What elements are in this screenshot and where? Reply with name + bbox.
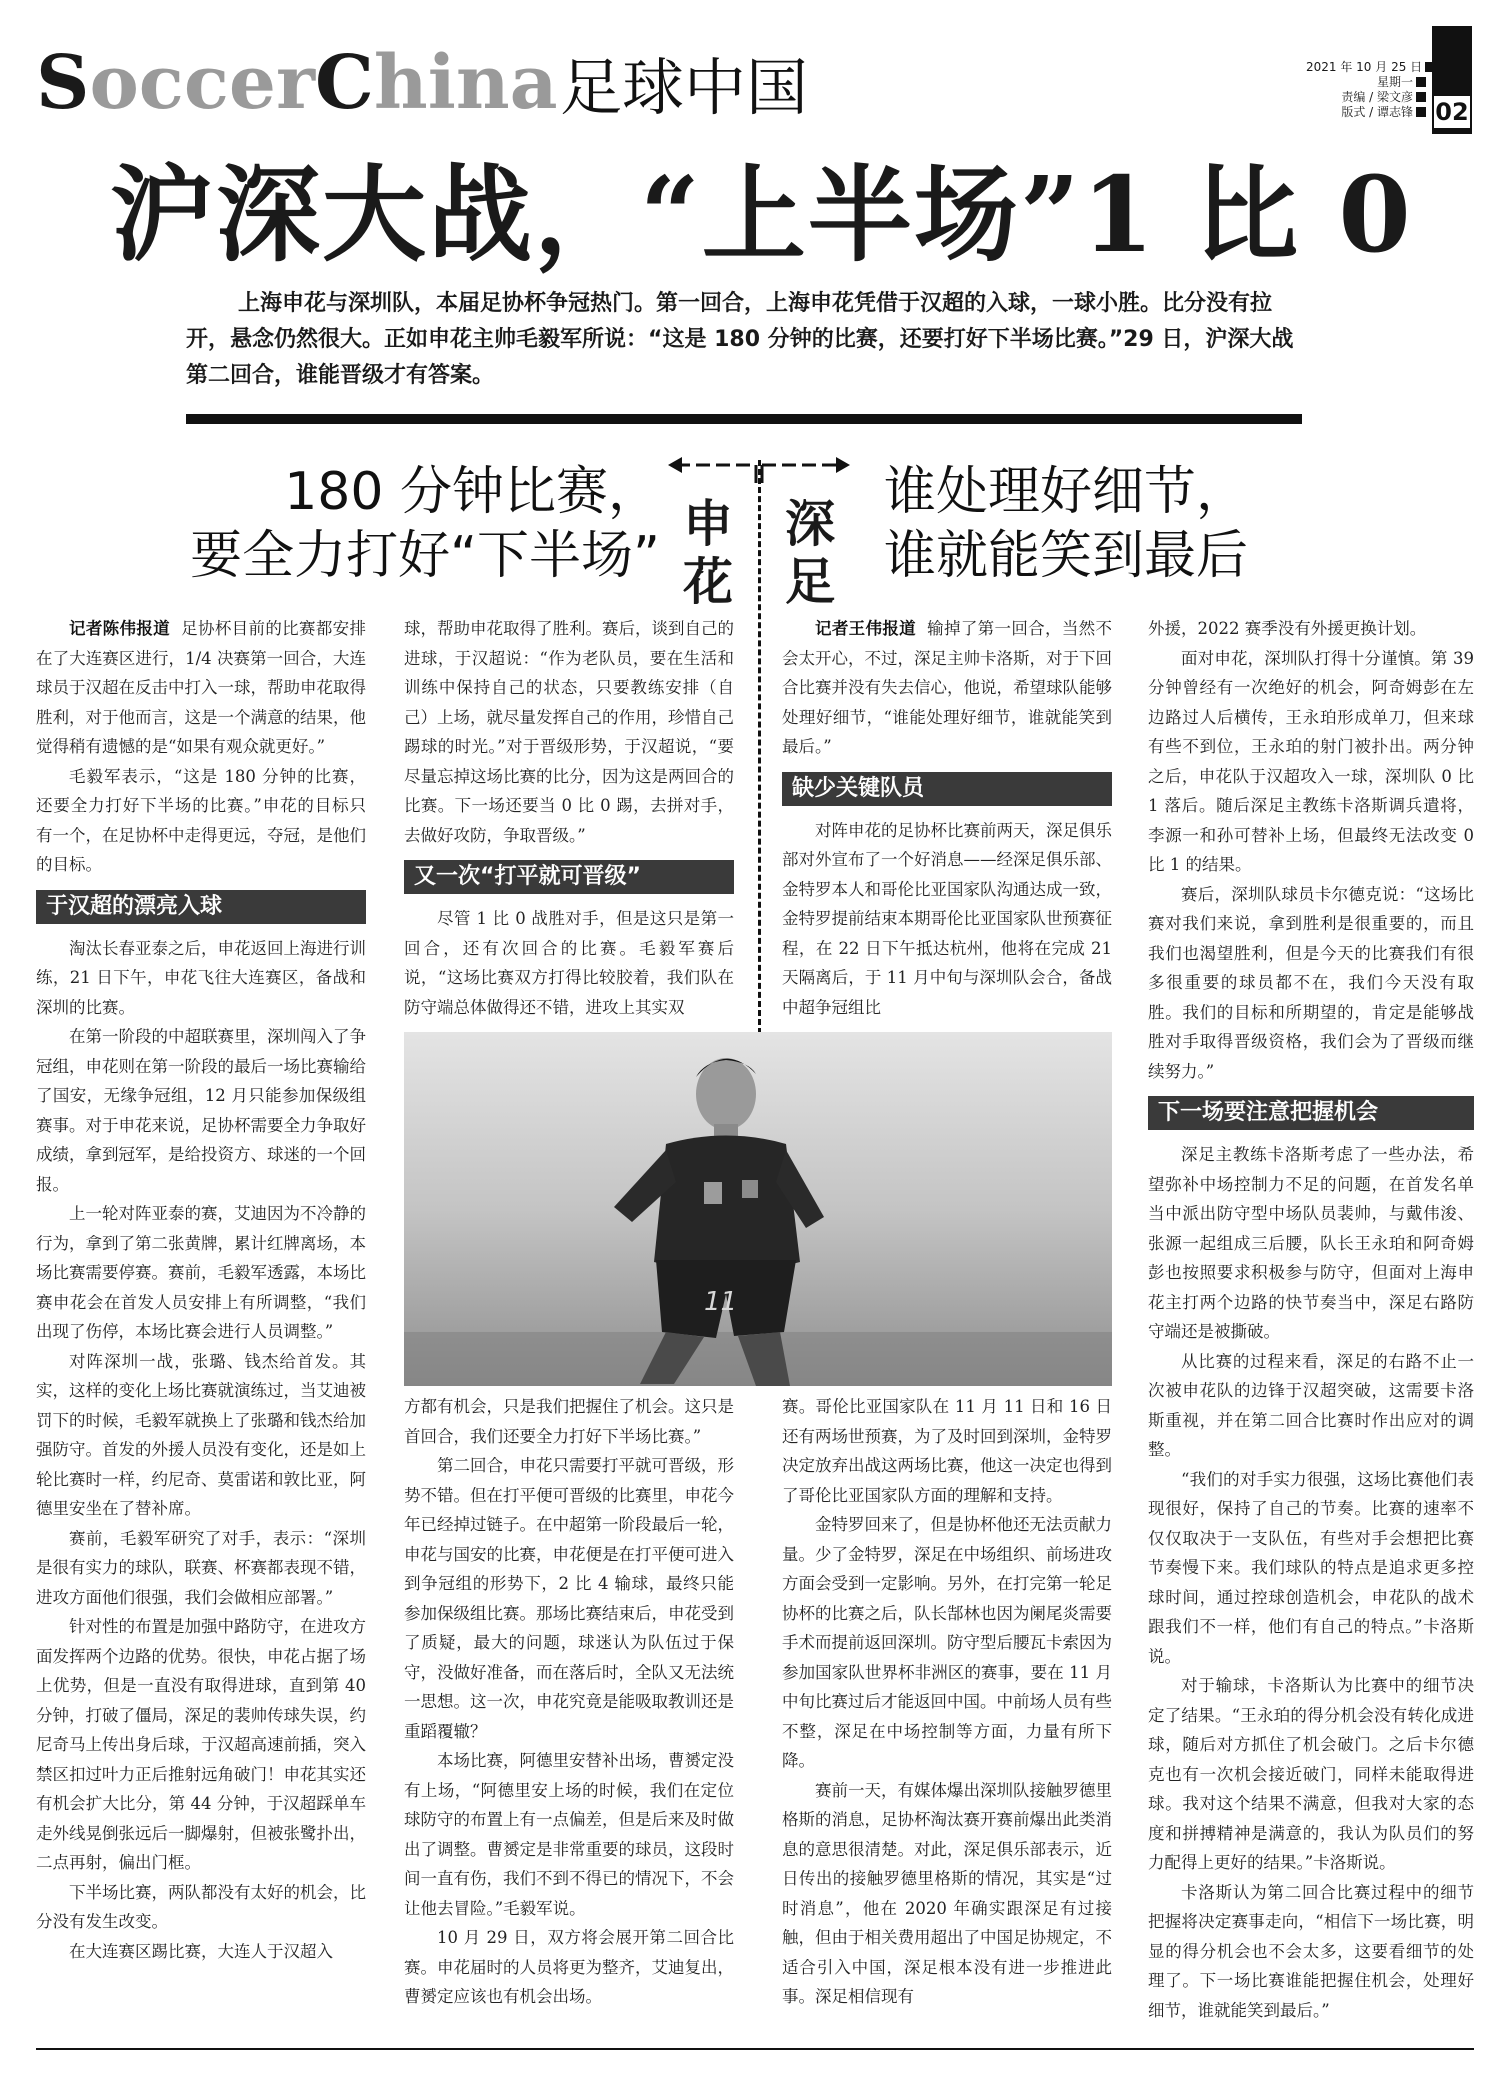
subhead-shenhua-line2: 要全力打好“下半场”: [190, 526, 660, 586]
section-heading: 缺少关键队员: [782, 772, 1112, 806]
square-marker-icon: [1416, 107, 1426, 117]
lead-paragraph: 上海申花与深圳队，本届足协杯争冠热门。第一回合，上海申花凭借于汉超的入球，一球小胜。比分没有拉开，悬念仍然很大。正如申花主帅毛毅军所说：“这是 180 分钟的比赛，还要打好下半场比赛。”29 日，沪深大战第二回合，谁能晋级才有答案。: [186, 291, 1294, 388]
square-marker-icon: [1416, 77, 1426, 87]
masthead-china: China: [315, 40, 558, 126]
issue-weekday: 星期一: [1376, 75, 1413, 89]
issue-editor: 责编 / 梁文彦: [1341, 90, 1413, 104]
paragraph: 金特罗回来了，但是协杯他还无法贡献力量。少了金特罗，深足在中场组织、前场进攻方面会受到一定影响。另外，在打完第一轮足协杯的比赛之后，队长郜林也因为阑尾炎需要手术而提前返回深圳。防守型后腰瓦卡索因为参加国家队世界杯非洲区的赛事，要在 11 月中旬比赛过后才能返回中国。中前场人员有些不整，深足在中场控制等方面，力量有所下降。: [782, 1515, 1112, 1770]
paragraph: 赛前一天，有媒体爆出深圳队接触罗德里格斯的消息，足协杯淘汰赛开赛前爆出此类消息的意思很清楚。对此，深足俱乐部表示，近日传出的接触罗德里格斯的情况，其实是“过时消息”，他在 2020 年确实跟深足有过接触，但由于相关费用超出了中国足协规定，不适合引入中国，深足根本没有进一步推进此事。深足相信现有: [782, 1780, 1112, 2006]
article-shenhua-col1: [36, 614, 366, 2040]
paragraph: 10 月 29 日，双方将会展开第二回合比赛。申花届时的人员将更为整齐，艾迪复出，曹赟定应该也有机会出场。: [404, 1928, 734, 2006]
article-shenzu-col3-top: [782, 614, 1112, 1032]
paragraph: 赛。哥伦比亚国家队在 11 月 11 日和 16 日还有两场世预赛，为了及时回到深圳，金特罗决定放弃出战这两场比赛，他这一决定也得到了哥伦比亚国家队方面的理解和支持。: [782, 1397, 1112, 1505]
square-marker-icon: [1416, 92, 1426, 102]
paragraph: 对阵申花的足协杯比赛前两天，深足俱乐部对外宣布了一个好消息——经深足俱乐部、金特罗本人和哥伦比亚国家队沟通达成一致，金特罗提前结束本期哥伦比亚国家队世预赛征程，在 22 日下午抵达杭州，他将在完成 21 天隔离后，于 11 月中旬与深圳队会合，备战中超争冠组比: [782, 820, 1112, 1017]
article-shenzu-col4: [1148, 614, 1474, 2040]
paragraph: 尽管 1 比 0 战胜对手，但是这只是第一回合，还有次回合的比赛。毛毅军赛后说，“这场比赛双方打得比较胶着，我们队在防守端总体做得还不错，进攻上其实双: [404, 909, 734, 1017]
paragraph: 赛后，深圳队球员卡尔德克说：“这场比赛对我们来说，拿到胜利是很重要的，而且我们也渴望胜利，但是今天的比赛我们有很多很重要的球员都不在，我们今天没有取胜。我们的目标和所期望的，肯定是能够战胜对手取得晋级资格，我们会为了晋级而继续努力。”: [1148, 884, 1474, 1081]
section-heading: 于汉超的漂亮入球: [36, 890, 366, 924]
paragraph: 在第一阶段的中超联赛里，深圳闯入了争冠组，申花则在第一阶段的最后一场比赛输给了国安，无缘争冠组，12 月只能参加保级组赛事。对于申花来说，足协杯需要全力争取好成绩，拿到冠军，是给投资方、球迷的一个回报。: [36, 1027, 366, 1194]
team-shenhua-char1: 申: [683, 495, 733, 553]
issue-meta: [1306, 60, 1426, 120]
team-label-shenzu: [780, 495, 840, 611]
masthead-english: [36, 38, 558, 128]
subhead-shenzu: [884, 460, 1424, 588]
paragraph: 下半场比赛，两队都没有太好的机会，比分没有发生改变。: [36, 1882, 366, 1931]
page-headline: 沪深大战，“上半场”1 比 0: [110, 153, 1413, 276]
paragraph: 卡洛斯认为第二回合比赛过程中的细节把握将决定赛事走向，“相信下一场比赛，明显的得分机会也不会太多，这要看细节的处理了。下一场比赛谁能把握住机会，处理好细节，谁就能笑到最后。”: [1148, 1882, 1474, 2020]
paragraph: 针对性的布置是加强中路防守，在进攻方面发挥两个边路的优势。很快，申花占据了场上优势，但是一直没有取得进球，直到第 40 分钟，打破了僵局，深足的裴帅传球失误，约尼奇马上传出身后球，于汉超高速前插，突入禁区扣过叶力正后推射远角破门！申花其实还有机会扩大比分，第 44 分钟，于汉超踩单车走外线晃倒张远后一脚爆射，但被张鹭扑出，二点再射，偏出门框。: [36, 1617, 366, 1872]
team-label-shenhua: [678, 495, 738, 611]
page-number: 02: [1435, 98, 1469, 126]
page-number-tab: [1432, 26, 1472, 134]
center-dashed-divider: [758, 460, 761, 1034]
paragraph: “我们的对手实力很强，这场比赛他们表现很好，保持了自己的节奏。比赛的速率不仅仅取决于一支队伍，有些对手会想把比赛节奏慢下来。我们球队的特点是追求更多控球时间，通过控球创造机会，申花队的战术跟我们不一样，他们有自己的特点。”卡洛斯说。: [1148, 1469, 1474, 1666]
article-shenhua-col2-top: [404, 614, 734, 1032]
jersey-number: 11: [704, 1287, 738, 1317]
paragraph: 上一轮对阵亚泰的赛，艾迪因为不冷静的行为，拿到了第二张黄牌，累计红牌离场，本场比赛需要停赛。赛前，毛毅军透露，本场比赛申花会在首发人员安排上有所调整，“我们出现了伤停，本场比赛会进行人员调整。”: [36, 1204, 366, 1341]
paragraph: 输掉了第一回合，当然不会太开心，不过，深足主帅卡洛斯，对于下回合比赛并没有失去信心，他说，希望球队能够处理好细节，“谁能处理好细节，谁就能笑到最后。”: [782, 619, 1112, 756]
subhead-shenzu-line2: 谁就能笑到最后: [884, 526, 1249, 586]
issue-date: 2021 年 10 月 25 日: [1306, 60, 1423, 74]
paragraph: 深足主教练卡洛斯考虑了一些办法，希望弥补中场控制力不足的问题，在首发名单当中派出防守型中场队员裴帅，与戴伟浚、张源一起组成三后腰，队长王永珀和阿奇姆彭也按照要求积极参与防守，但面对上海申花主打两个边路的快节奏当中，深足右路防守端还是被撕破。: [1148, 1145, 1474, 1341]
team-shenzu-char1: 深: [785, 495, 835, 553]
paragraph: 赛前，毛毅军研究了对手，表示：“深圳是很有实力的球队，联赛、杯赛都表现不错，进攻方面他们很强，我们会做相应部署。”: [36, 1528, 366, 1607]
paragraph: 球，帮助申花取得了胜利。赛后，谈到自己的进球，于汉超说：“作为老队员，要在生活和训练中保持自己的状态，只要教练安排（自己）上场，就尽量发挥自己的作用，珍惜自己踢球的时光。”对于晋级形势，于汉超说，“要尽量忘掉这场比赛的比分，因为这是两回合的比赛。下一场还要当 0 比 0 踢，去拼对手，去做好攻防，争取晋级。”: [404, 619, 734, 845]
subhead-shenhua-line1: 180 分钟比赛，: [284, 462, 660, 522]
paragraph: 第二回合，申花只需要打平就可晋级，形势不错。但在打平便可晋级的比赛里，申花今年已经掉过链子。在中超第一阶段最后一轮，申花与国安的比赛，申花便是在打平便可进入到争冠组的形势下，2 比 4 输球，最终只能参加保级组比赛。那场比赛结束后，申花受到了质疑，最大的问题，球迷认为队伍过于保守，没做好准备，而在落后时，全队又无法统一思想。这一次，申花究竟是能吸取教训还是重蹈覆辙？: [404, 1456, 734, 1741]
paragraph: 对于输球，卡洛斯认为比赛中的细节决定了结果。“王永珀的得分机会没有转化成进球，随后对方抓住了机会破门。之后卡尔德克也有一次机会接近破门，同样未能取得进球。我对这个结果不满意，但我对大家的态度和拼搏精神是满意的，我认为队员们的努力配得上更好的结果。”卡洛斯说。: [1148, 1676, 1474, 1872]
byline-wangwei: 记者王伟报道: [815, 619, 916, 638]
paragraph: 面对申花，深圳队打得十分谨慎。第 39 分钟曾经有一次绝好的机会，阿奇姆彭在左边路过人后横传，王永珀形成单刀，但来球有些不到位，王永珀的射门被扑出。两分钟之后，申花队于汉超攻入一球，深圳队 0 比 1 落后。随后深足主教练卡洛斯调兵遣将，李源一和孙可替补上场，但最终无法改变 0 比 1 的结果。: [1148, 648, 1474, 874]
team-shenzu-char2: 足: [785, 553, 835, 611]
player-photo: [404, 1032, 1112, 1386]
subhead-shenhua: [50, 460, 660, 588]
paragraph: 从比赛的过程来看，深足的右路不止一次被申花队的边锋于汉超突破，这需要卡洛斯重视，并在第二回合比赛时作出应对的调整。: [1148, 1351, 1474, 1459]
paragraph: 毛毅军表示，“这是 180 分钟的比赛，还要全力打好下半场的比赛。”申花的目标只有一个，在足协杯中走得更远，夺冠，是他们的目标。: [36, 766, 366, 874]
masthead-chinese: 足球中国: [560, 51, 809, 124]
byline-chenwei: 记者陈伟报道: [69, 619, 170, 638]
article-shenhua-col2-bottom: [404, 1392, 734, 2040]
player-photo-illustration: [404, 1032, 1112, 1386]
paragraph: 淘汰长春亚泰之后，申花返回上海进行训练，21 日下午，申花飞往大连赛区，备战和深圳的比赛。: [36, 938, 366, 1017]
article-shenzu-col3-bottom: [782, 1392, 1112, 2040]
section-heading: 下一场要注意把握机会: [1148, 1096, 1474, 1130]
masthead-soccer: Soccer: [36, 40, 315, 126]
paragraph: 足协杯目前的比赛都安排在了大连赛区进行，1/4 决赛第一回合，大连球员于汉超在反击中打入一球，帮助申花取得胜利，对于他而言，这是一个满意的结果，他觉得稍有遗憾的是“如果有观众就更好。”: [36, 619, 366, 756]
section-heading: 又一次“打平就可晋级”: [404, 860, 734, 894]
paragraph: 本场比赛，阿德里安替补出场，曹赟定没有上场，“阿德里安上场的时候，我们在定位球防守的布置上有一点偏差，但是后来及时做出了调整。曹赟定是非常重要的球员，这段时间一直有伤，我们不到不得已的情况下，不会让他去冒险。”毛毅军说。: [404, 1751, 734, 1918]
paragraph: 外援，2022 赛季没有外援更换计划。: [1148, 619, 1427, 638]
subhead-shenzu-line1: 谁处理好细节，: [884, 462, 1249, 522]
paragraph: 方都有机会，只是我们把握住了机会。这只是首回合，我们还要全力打好下半场比赛。”: [404, 1397, 734, 1446]
lead-rule: [186, 414, 1302, 424]
issue-layout: 版式 / 谭志锋: [1341, 105, 1413, 119]
team-shenhua-char2: 花: [683, 553, 733, 611]
paragraph: 对阵深圳一战，张璐、钱杰给首发。其实，这样的变化上场比赛就演练过，当艾迪被罚下的时候，毛毅军就换上了张璐和钱杰给加强防守。首发的外援人员没有变化，还是如上轮比赛时一样，约尼奇、莫雷诺和敦比亚，阿德里安坐在了替补席。: [36, 1351, 366, 1518]
paragraph: 在大连赛区踢比赛，大连人于汉超入: [69, 1941, 333, 1961]
bottom-rule: [36, 2048, 1474, 2050]
